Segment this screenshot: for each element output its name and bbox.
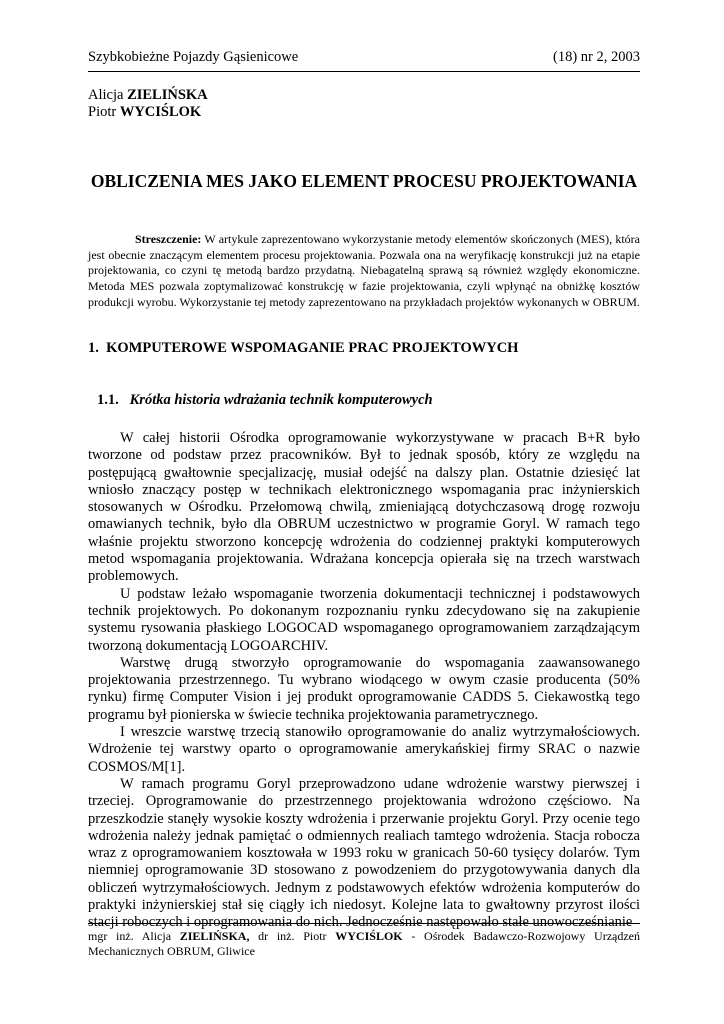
- author-list: [88, 87, 208, 121]
- author-2: Piotr WYCIŚLOK: [88, 104, 202, 120]
- paragraph: I wreszcie warstwę trzecią stanowiło oprogramowanie do analiz wytrzymałościowych. Wdrożenie tej warstwy oparto o oprogramowanie amerykańskiej firmy SRAC o nazwie COSMOS/M[1].: [88, 724, 640, 775]
- abstract-text: W artykule zaprezentowano wykorzystanie metody elementów skończonych (MES), która jest obecnie znaczącym elementem procesu projektowania. Pozwala ona na weryfikację konstrukcji już na etapie projektowania, co czyni tę metodą bardzo przydatną. Niebagatelną sprawą są również względy ekonomiczne. Metoda MES pozwala zoptymalizować konstrukcję w fazie projektowania, czyli wpłynąć na obniżkę kosztów produkcji wyrobu. Wykorzystanie tej metody zaprezentowano na przykładach projektów wykonanych w OBRUM.: [88, 232, 641, 309]
- abstract: [88, 232, 640, 311]
- subsection-heading: 1.1. Krótka historia wdrażania technik komputerowych: [97, 392, 433, 408]
- paragraph: W całej historii Ośrodka oprogramowanie wykorzystywane w pracach B+R było tworzone od podstaw przez pracowników. Był to jednak sposób, który ze względu na postępującą gwałtownie specjalizację, musiał odejść na dalszy plan. Ostatnie dziesięć lat wniosło znaczący postęp w technikach elektronicznego wspomagania prac inżynierskich stosowanych w Ośrodku. Przełomową chwilą, zmieniającą dotychczasową drogę rozwoju omawianych technik, było dla OBRUM uczestnictwo w programie Goryl. W ramach tego właśnie projektu stworzono koncepcję wdrożenia do codziennej praktyki komputerowych metod wspomagania projektowania. Wdrażana koncepcja opierała się na trzech warstwach problemowych.: [88, 430, 640, 585]
- paper-title: OBLICZENIA MES JAKO ELEMENT PROCESU PROJEKTOWANIA: [90, 171, 638, 191]
- header-rule: [88, 71, 640, 72]
- footnote-rule: [88, 923, 640, 924]
- volume-info: (18) nr 2, 2003: [553, 49, 640, 65]
- body-text: [88, 430, 640, 932]
- paragraph: U podstaw leżało wspomaganie tworzenia dokumentacji technicznej i podstawowych technik projektowych. Po dokonanym rozpoznaniu rynku zdecydowano się na zakupienie systemu rysowania płaskiego LOGOCAD wspomaganego oprogramowaniem zarządzającym tworzoną dokumentacją LOGOARCHIV.: [88, 585, 640, 654]
- paper-page: [88, 0, 640, 1024]
- section-heading: 1. KOMPUTEROWE WSPOMAGANIE PRAC PROJEKTOWYCH: [88, 340, 519, 356]
- abstract-label: Streszczenie:: [135, 232, 202, 246]
- footnote: mgr inż. Alicja ZIELIŃSKA, dr inż. Piotr WYCIŚLOK - Ośrodek Badawczo-Rozwojowy Urządzeń Mechanicznych OBRUM, Gliwice: [88, 929, 641, 958]
- paragraph: Warstwę drugą stworzyło oprogramowanie do wspomagania zaawansowanego projektowania przestrzennego. Tu wybrano wiodącego w owym czasie producenta (50% rynku) firmę Computer Vision i jej produkt oprogramowanie CADDS 5. Ciekawostką tego programu był pionierska w świecie technika projektowania parametrycznego.: [88, 654, 640, 723]
- paragraph: W ramach programu Goryl przeprowadzono udane wdrożenie warstwy pierwszej i trzeciej. Oprogramowanie do przestrzennego projektowania wdrożono częściowo. Na przeszkodzie stanęły wysokie koszty wdrożenia i przerwanie projektu Goryl. Przy ocenie tego wdrożenia należy jednak pamiętać o odmiennych realiach tamtego wdrożenia. Stacja robocza wraz z oprogramowaniem kosztowała w 1993 roku w granicach 50-60 tysięcy dolarów. Tym niemniej oprogramowanie 3D stosowano z powodzeniem do przygotowywania danych dla obliczeń wytrzymałościowych. Jednym z podstawowych efektów wdrożenia komputerów do praktyki inżynierskiej stał się ciągły ich niedosyt. Kolejne lata to gwałtowny przyrost ilości stacji roboczych i oprogramowania do nich. Jednocześnie następowało stałe unowocześnianie: [88, 775, 640, 931]
- journal-name: Szybkobieżne Pojazdy Gąsienicowe: [88, 49, 299, 65]
- author-1: Alicja ZIELIŃSKA: [88, 87, 208, 103]
